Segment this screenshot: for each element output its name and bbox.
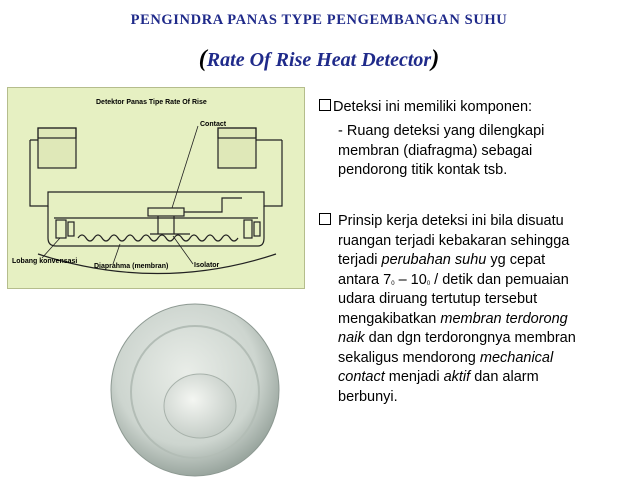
subtitle-text: Rate Of Rise Heat Detector <box>206 49 432 71</box>
bullet-2-line: terjadi perubahan suhu yg cepat <box>338 252 546 268</box>
diagram-heading: Detektor Panas Tipe Rate Of Rise <box>96 99 207 106</box>
detector-diagram <box>7 87 305 289</box>
label-diaphragma: Diaprahma (membran) <box>94 263 169 270</box>
bullet-1 <box>319 98 532 118</box>
bullet-2-line: naik dan dgn terdorongnya membran <box>338 330 576 346</box>
bullet-1-sub-line: pendorong titik kontak tsb. <box>338 162 508 178</box>
bullet-2-line: mengakibatkan membran terdorong <box>338 310 568 327</box>
subtitle-open-paren: ( <box>198 46 207 72</box>
bullet-1-sub-line: membran (diafragma) sebagai <box>338 142 533 159</box>
bullet-1-sub <box>338 122 630 181</box>
label-lobang-konvensasi: Lobang konvensasi <box>12 258 78 265</box>
bullet-2 <box>319 212 333 232</box>
bullet-2-line: antara $7^0 - 10^0$ / detik dan pemuaian <box>338 271 569 288</box>
bullet-2-line: berbunyi. <box>338 388 398 405</box>
bullet-2-line: contact menjadi aktif dan alarm <box>338 369 539 385</box>
checkbox-bullet-icon <box>319 99 331 111</box>
label-contact: Contact <box>200 121 227 128</box>
bullet-2-text <box>338 212 630 407</box>
slide-title: PENGINDRA PANAS TYPE PENGEMBANGAN SUHU <box>130 12 508 28</box>
heat-detector-photo <box>110 288 280 478</box>
bullet-2-line: sekaligus mendorong mechanical <box>338 349 554 366</box>
bullet-1-sub-line: - Ruang deteksi yang dilengkapi <box>338 123 545 139</box>
bullet-2-line: udara diruang tertutup tersebut <box>338 291 538 307</box>
subtitle-close-paren: ) <box>431 46 440 72</box>
checkbox-bullet-icon <box>319 213 331 225</box>
slide-subtitle <box>0 46 638 73</box>
bullet-2-line: Prinsip kerja deteksi ini bila disuatu <box>338 213 564 229</box>
bullet-1-text: Deteksi ini memiliki komponen: <box>333 99 533 115</box>
bullet-2-line: ruangan terjadi kebakaran sehingga <box>338 232 570 249</box>
label-isolator: Isolator <box>194 262 220 269</box>
